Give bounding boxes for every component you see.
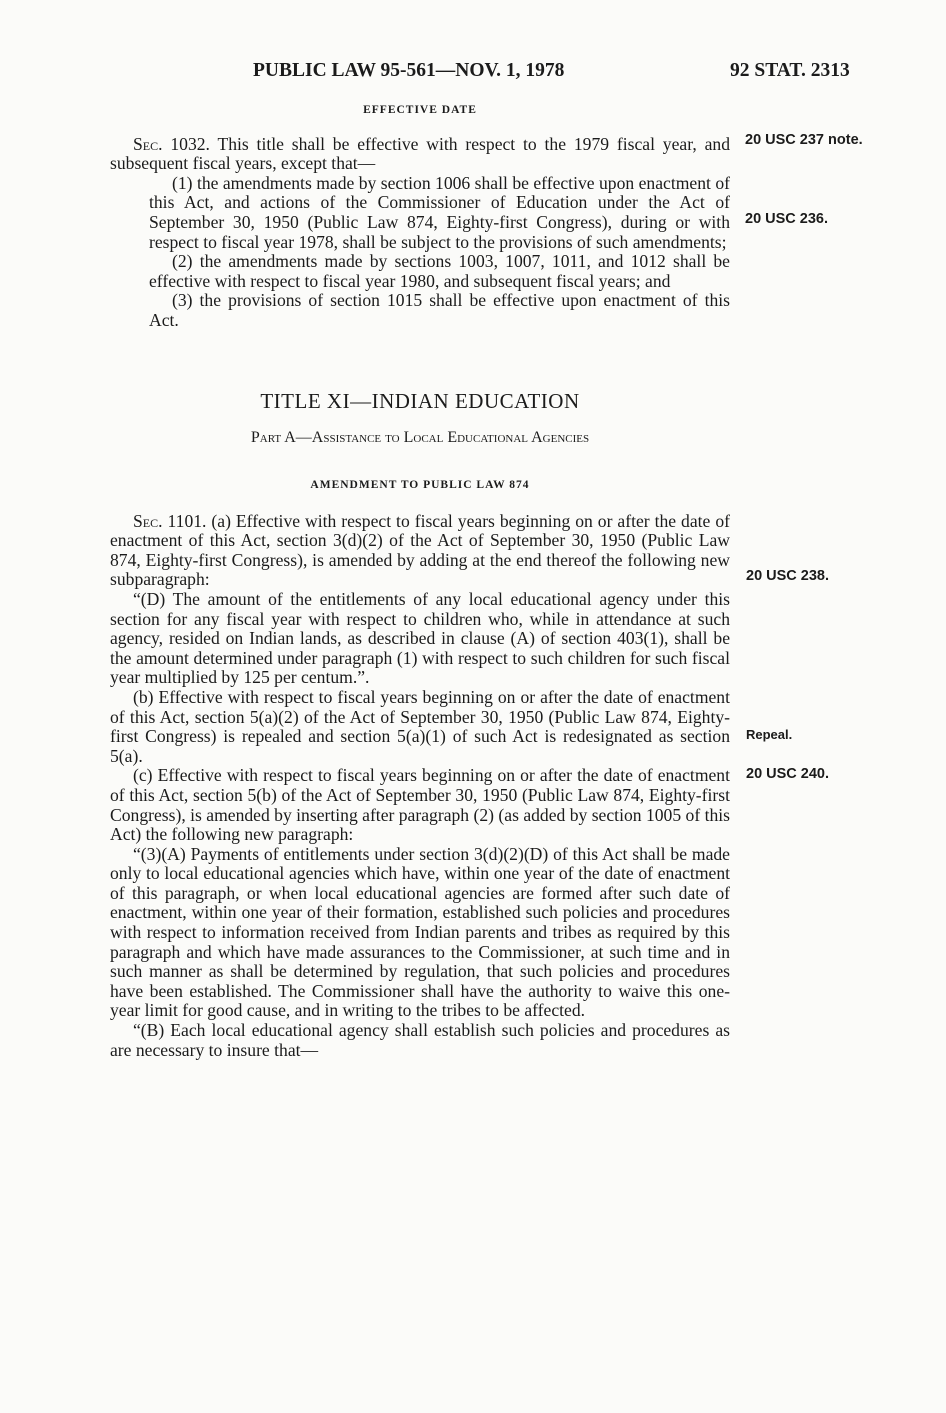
sec-1032-item-2: (2) the amendments made by sections 1003, 1007, 1011, and 1012 shall be effective with respect to fiscal year 1980, and subsequent fiscal years; and — [149, 251, 730, 291]
sec-1101-para-c: (c) Effective with respect to fiscal years beginning on or after the date of enactment of this Act, section 5(b) of the Act of September 30, 1950 (Public Law 874, Eighty-first Congress), is amended by inserting after paragraph (2) (as added by section 1005 of this Act) the following new paragraph: — [110, 765, 731, 845]
margin-note-text: 20 USC 237 note. — [745, 132, 863, 148]
sec-1032-intro — [110, 135, 730, 174]
law-title: PUBLIC LAW 95-561—NOV. 1, 1978 — [253, 60, 565, 81]
effective-date-heading: EFFECTIVE DATE — [363, 104, 477, 116]
sec-label: Sec. — [133, 510, 163, 531]
sec-1032-item-3: (3) the provisions of section 1015 shall be effective upon enactment of this Act. — [149, 290, 730, 330]
margin-note-repeal: Repeal. — [746, 727, 793, 742]
quoted-paragraph-3a: “(3)(A) Payments of entitlements under section 3(d)(2)(D) of this Act shall be made only to local educational agencies which have, within one year of the date of enactment of this paragraph, or when local educational agencies are formed after such date of enactment, within one year of their formation, established such policies and procedures with respect to information received from Indian parents and tribes as required by this paragraph and which have made assurances to the Commissioner, at such time and in such manner as shall be determined by regulation, that such policies and procedures have been established. The Commissioner shall have the authority to waive this one-year limit for good cause, and in writing to the tribes to be affected. — [110, 843, 730, 1021]
quoted-paragraph-3b: “(B) Each local educational agency shall establish such policies and procedures as are necessary to insure that— — [110, 1020, 730, 1060]
margin-note-20-usc-238: 20 USC 238. — [746, 568, 830, 584]
sec-1032-item-1: (1) the amendments made by section 1006 shall be effective upon enactment of this Act, and actions of the Commissioner of Education under the Act of September 30, 1950 (Public Law 874, Eighty-first Congress), during or with respect to fiscal year 1978, shall be subject to the provisions of such amendments; — [149, 172, 730, 252]
amendment-heading: AMENDMENT TO PUBLIC LAW 874 — [310, 479, 530, 491]
section-1032 — [110, 101, 730, 331]
sec-label: Sec. — [133, 133, 163, 154]
quoted-subparagraph-d: “(D) The amount of the entitlements of any local educational agency under this section for any fiscal year with respect to children who, while in attendance at such agency, resided on Indian lands, as described in clause (A) of section 403(1), shall be the amount determined under paragraph (1) with respect to such children for such fiscal year multiplied by 125 per centum.”. — [110, 588, 730, 688]
sec-1101-para-b: (b) Effective with respect to fiscal years beginning on or after the date of enactment of this Act, section 5(a)(2) of the Act of September 30, 1950 (Public Law 874, Eighty-first Congress) is repealed and section 5(a)(1) of such Act is redesignated as section 5(a). — [110, 686, 730, 766]
title-block — [110, 389, 730, 447]
part-heading: Part A—Assistance to Local Educational Agencies — [250, 428, 590, 446]
section-1101 — [110, 476, 730, 1060]
margin-note-20-usc-237 — [745, 132, 863, 148]
para-a-text: 1101. (a) Effective with respect to fiscal years beginning on or after the date of enactment of this Act, section 3(d)(2) of the Act of September 30, 1950 (Public Law 874, Eighty-first Congress), is amended by adding at the end thereof the following new subparagraph: — [110, 510, 730, 590]
margin-note-20-usc-240: 20 USC 240. — [746, 766, 830, 782]
stat-page-number: 92 STAT. 2313 — [730, 60, 850, 81]
margin-note-20-usc-236: 20 USC 236. — [745, 211, 829, 227]
sec-1032-text: 1032. This title shall be effective with respect to the 1979 fiscal year, and subsequent fiscal years, except that— — [110, 133, 730, 174]
title-heading: TITLE XI—INDIAN EDUCATION — [260, 389, 580, 413]
running-head — [0, 60, 946, 86]
sec-1101-para-a — [110, 512, 730, 590]
